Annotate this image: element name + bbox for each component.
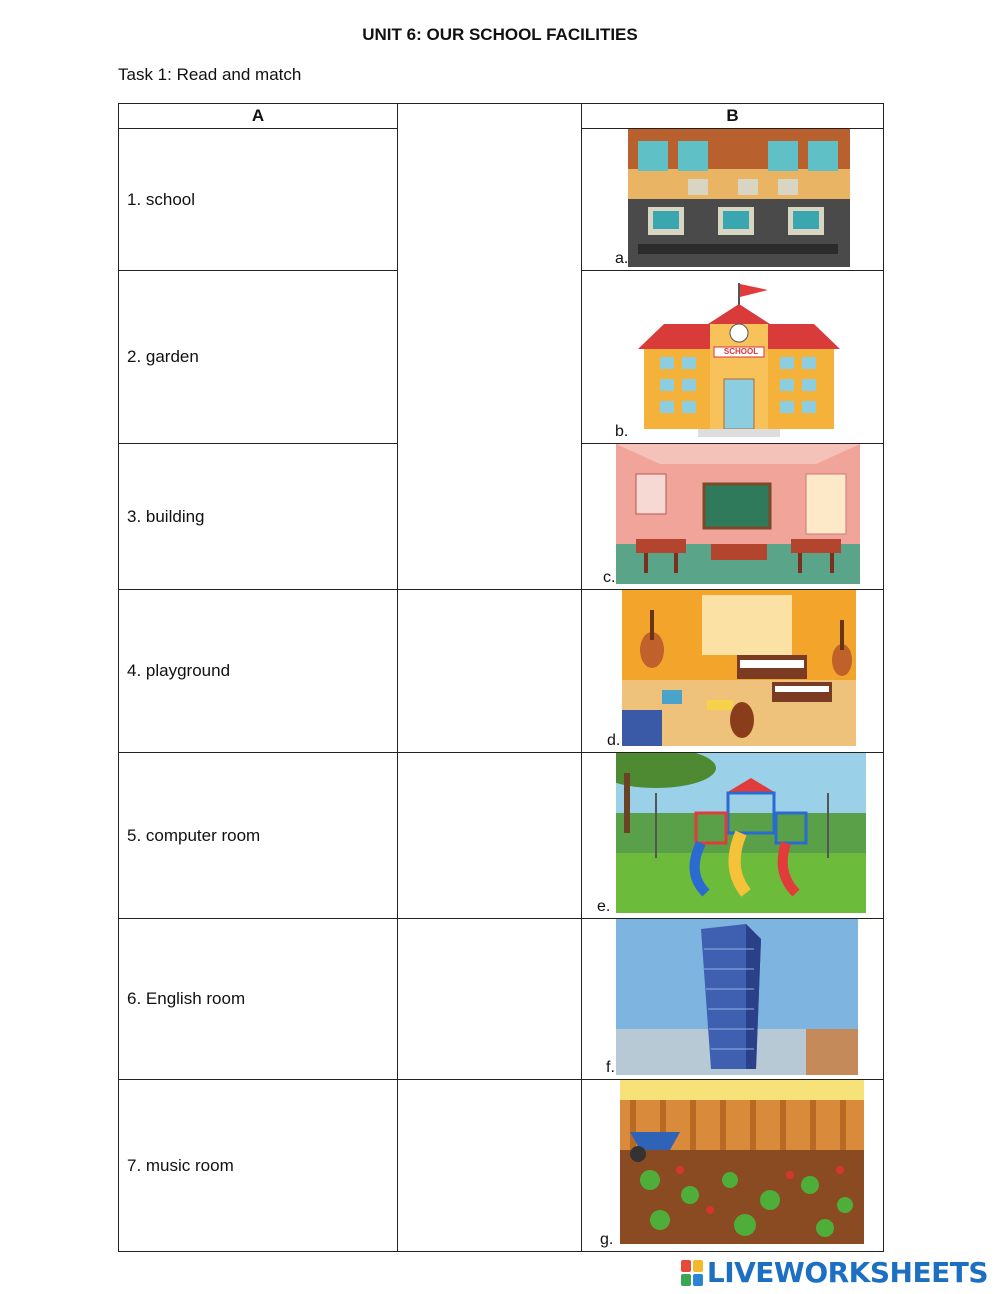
liveworksheets-logo (681, 1256, 988, 1289)
picture-cell-c (582, 444, 884, 590)
table-row (119, 1080, 884, 1252)
word-garden: 2. garden (119, 271, 398, 444)
tall-building-image (616, 919, 858, 1075)
table-header-row (119, 104, 884, 129)
matching-table (118, 103, 884, 1252)
picture-letter: d. (607, 732, 621, 749)
picture-cell-e (582, 753, 884, 919)
logo-mark-icon (681, 1260, 703, 1286)
picture-letter: a. (615, 250, 629, 267)
english-classroom-image (616, 444, 860, 584)
school-building-image (638, 279, 840, 439)
picture-cell-g (582, 1080, 884, 1252)
picture-cell-a (582, 129, 884, 271)
column-b-header: B (582, 104, 884, 129)
word-playground: 4. playground (119, 590, 398, 753)
picture-cell-f (582, 919, 884, 1080)
garden-image (620, 1080, 864, 1244)
picture-cell-b (582, 271, 884, 444)
table-row (119, 590, 884, 753)
picture-cell-d (582, 590, 884, 753)
picture-letter: g. (600, 1231, 614, 1248)
picture-letter: e. (597, 898, 611, 915)
picture-letter: f. (606, 1059, 615, 1076)
word-building: 3. building (119, 444, 398, 590)
picture-letter: c. (603, 569, 616, 586)
table-row (119, 753, 884, 919)
answer-cell[interactable] (398, 753, 582, 919)
table-row (119, 919, 884, 1080)
word-school: 1. school (119, 129, 398, 271)
answer-cell[interactable] (398, 919, 582, 1080)
word-music-room: 7. music room (119, 1080, 398, 1252)
column-a-header: A (119, 104, 398, 129)
playground-image (616, 753, 866, 913)
answer-cell[interactable] (398, 1080, 582, 1252)
computer-room-image (628, 129, 850, 267)
music-room-image (622, 590, 856, 746)
answer-cell-merged[interactable] (398, 104, 582, 590)
task-instruction: Task 1: Read and match (118, 65, 302, 84)
word-english-room: 6. English room (119, 919, 398, 1080)
word-computer-room: 5. computer room (119, 753, 398, 919)
school-sign-text: SCHOOL (723, 347, 759, 356)
page-title: UNIT 6: OUR SCHOOL FACILITIES (362, 25, 638, 44)
answer-cell[interactable] (398, 590, 582, 753)
picture-letter: b. (615, 423, 629, 440)
logo-text: LIVEWORKSHEETS (706, 1256, 988, 1289)
